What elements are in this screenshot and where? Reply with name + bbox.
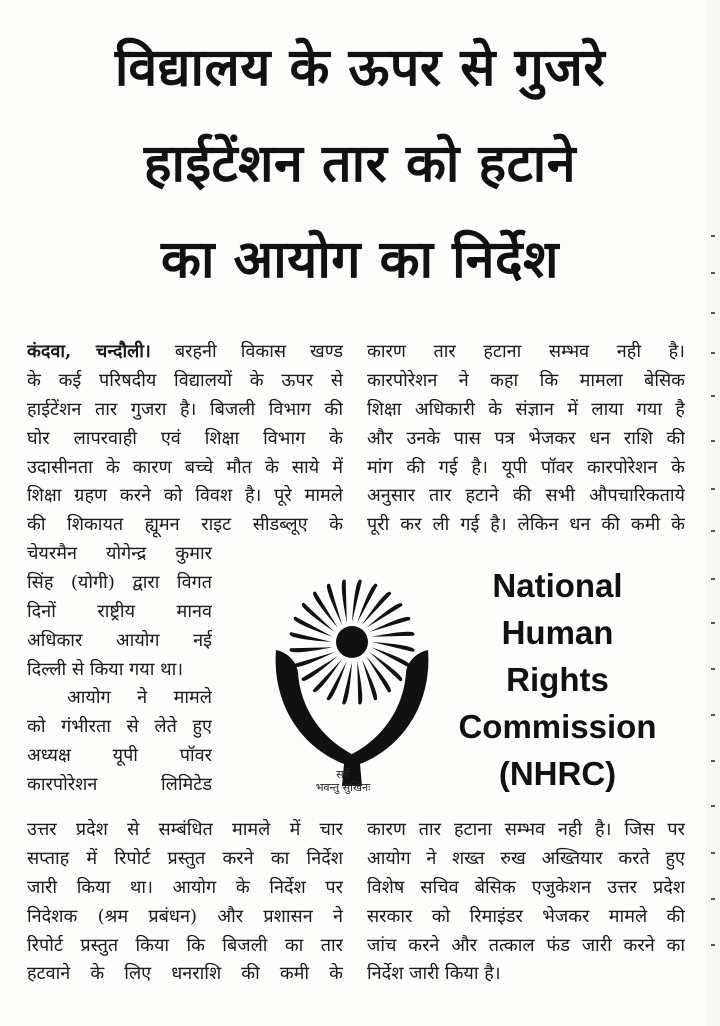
- sun-ray: [366, 656, 391, 692]
- headline-line-2: हाईटेंशन तार को हटाने: [143, 134, 577, 194]
- nhrc-name-line: (NHRC): [498, 755, 617, 792]
- article-right-column-top: [367, 338, 685, 540]
- article-line: कारपोरेशन लिमिटेड: [27, 774, 212, 796]
- article-line: उदासीनता के कारण बच्चे मौत के साये में: [27, 456, 343, 478]
- sun-ray: [357, 584, 377, 623]
- article-line: के कई परिषदीय विद्यालयों के ऊपर से: [27, 369, 343, 391]
- sun-ray: [294, 617, 333, 637]
- article-text: बरहनी विकास खण्ड: [174, 341, 343, 362]
- headline-line-3: का आयोग का निर्देश: [161, 230, 559, 290]
- article-line: दिल्ली से किया गया था।: [27, 658, 184, 680]
- article-line: सिंह (योगी) द्वारा विगत: [27, 571, 212, 593]
- sun-ray: [371, 647, 410, 667]
- article-line: और उनके पास पत्र भेजकर धन राशि की: [367, 427, 685, 449]
- article-line: को गंभीरता से लेते हुए: [27, 716, 212, 738]
- article-line: विशेष सचिव बेसिक एजुकेशन उत्तर प्रदेश: [367, 876, 685, 898]
- article-line: निर्देश जारी किया है।: [367, 963, 501, 985]
- article-line: आयोग ने शख्त रुख अख्तियार करते हुए: [367, 847, 685, 869]
- sun-ray: [366, 603, 402, 628]
- sun-ray: [327, 661, 347, 700]
- nhrc-name: [440, 562, 675, 797]
- article-line: सप्ताह में रिपोर्ट प्रस्तुत करने का निर्देश: [27, 847, 343, 869]
- article-line: अधिकार आयोग नई: [27, 629, 212, 651]
- article-line: निदेशक (श्रम प्रबंधन) और प्रशासन ने: [27, 905, 343, 927]
- article-line: अध्यक्ष यूपी पॉवर: [27, 745, 212, 767]
- article-line: शिक्षा ग्रहण करने को विवश है। पूरे मामले: [27, 485, 343, 507]
- article-line: हटवाने के लिए धनराशि की कमी के: [27, 963, 343, 985]
- article-line: कारपोरेशन ने कहा कि मामला बेसिक: [367, 369, 685, 391]
- article-line: मांग की गई है। यूपी पॉवर कारपोरेशन के: [367, 456, 685, 478]
- sun-ray: [369, 617, 410, 632]
- article-left-column-middle: [27, 540, 212, 800]
- sun-ray: [357, 661, 362, 704]
- article-line: [27, 338, 343, 367]
- sun-ray: [313, 592, 338, 628]
- article-line: घोर लापरवाही एवं शिक्षा विभाग के: [27, 427, 343, 449]
- article-left-column-top: [27, 338, 343, 540]
- dateline: कंदवा, चन्दौली।: [27, 341, 151, 362]
- article-line: दिनों राष्ट्रीय मानव: [27, 600, 212, 622]
- sun-ray: [289, 647, 332, 652]
- article-line: उत्तर प्रदेश से सम्बंधित मामले में चार: [27, 819, 343, 840]
- motto-line-2: भवन्तु सुखिनः: [315, 781, 371, 794]
- article-line: पूरी कर ली गई है। लेकिन धन की कमी के: [367, 514, 685, 536]
- nhrc-name-line: Rights: [506, 661, 609, 698]
- page-edge-strip: [706, 0, 720, 1026]
- nhrc-name-line: Commission: [458, 708, 657, 745]
- article-line: जारी किया था। आयोग के निर्देश पर: [27, 876, 343, 898]
- sun-ray: [362, 659, 377, 700]
- article-line: अनुसार तार हटाने की सभी औपचारिकताये: [367, 485, 685, 507]
- headline: [0, 20, 720, 308]
- sun-ray: [342, 579, 347, 622]
- article-line: कारण तार हटाना सम्भव नही है।: [367, 341, 685, 362]
- sun-ray: [294, 652, 335, 667]
- nhrc-name-line: National: [492, 567, 623, 604]
- sun-ray: [327, 584, 342, 625]
- article-line: हाईटेंशन तार गुजरा है। बिजली विभाग की: [27, 398, 343, 420]
- sun-ray: [371, 632, 414, 637]
- article-line: आयोग ने मामले: [67, 687, 212, 709]
- article-line: चेयरमैन योगेन्द्र कुमार: [27, 543, 212, 564]
- logo-motto: [288, 768, 398, 794]
- article-line: सरकार को रिमाइंडर भेजकर मामले की: [367, 905, 685, 927]
- right-hand-shape: [348, 650, 428, 786]
- article-line: जांच करने और तत्काल फंड जारी करने का: [367, 934, 685, 956]
- article-right-column-bottom: [367, 816, 685, 989]
- headline-line-1: विद्यालय के ऊपर से गुजरे: [114, 38, 606, 98]
- article-left-column-bottom: [27, 816, 343, 989]
- sun-ray: [302, 656, 338, 681]
- article-line: कारण तार हटाना सम्भव नही है। जिस पर: [367, 819, 685, 840]
- article-line: रिपोर्ट प्रस्तुत किया कि बिजली का तार: [27, 934, 343, 956]
- motto-line-1: सर्वे: [336, 768, 350, 781]
- article-line: शिक्षा अधिकारी के संज्ञान में लाया गया है: [367, 398, 685, 420]
- article-line: की शिकायत ह्यूमन राइट सीडब्लूए के: [27, 514, 343, 536]
- nhrc-name-line: Human: [501, 614, 614, 651]
